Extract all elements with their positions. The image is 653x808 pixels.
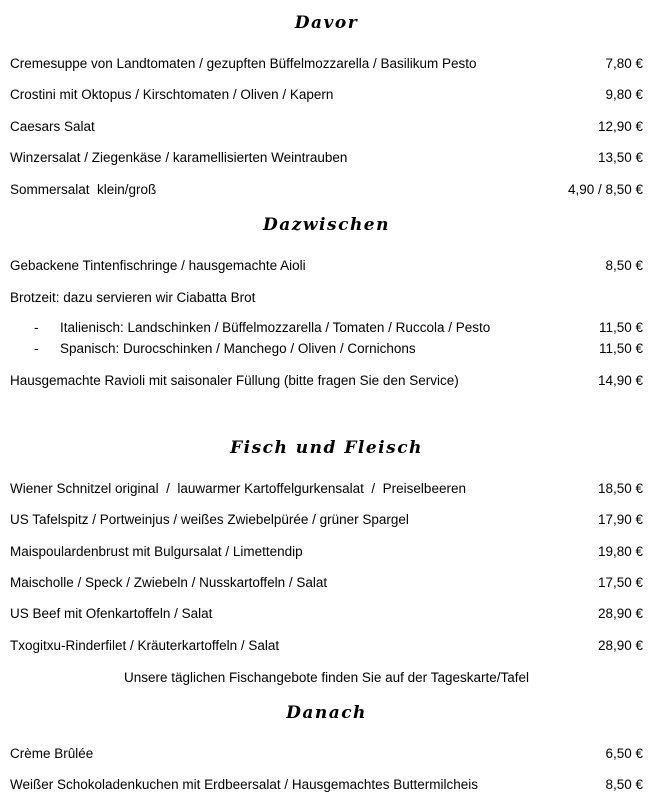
menu-item xyxy=(10,371,643,391)
item-name: Cremesuppe von Landtomaten / gezupften Büffelmozzarella / Basilikum Pesto xyxy=(10,56,477,71)
item-name: Italienisch: Landschinken / Büffelmozzarella / Tomaten / Ruccola / Pesto xyxy=(60,320,491,335)
item-price: 14,90 € xyxy=(597,373,643,388)
item-name: Txogitxu-Rinderfilet / Kräuterkartoffeln / Salat xyxy=(10,638,280,653)
menu-item xyxy=(10,636,643,656)
item-price: 6,50 € xyxy=(605,746,643,761)
item-price: 17,50 € xyxy=(597,575,643,590)
fish-offers-note: Unsere täglichen Fischangebote finden Sie auf der Tageskarte/Tafel xyxy=(123,670,529,685)
bullet-dash: - xyxy=(34,341,39,356)
item-name: US Tafelspitz / Portweinjus / weißes Zwiebelpürée / grüner Spargel xyxy=(10,512,409,527)
section-heading-danach: Danach xyxy=(286,703,367,723)
menu-item xyxy=(10,479,643,499)
item-name: US Beef mit Ofenkartoffeln / Salat xyxy=(10,606,213,621)
item-name: Crostini mit Oktopus / Kirschtomaten / Oliven / Kapern xyxy=(10,87,334,102)
section-heading-fisch-fleisch: Fisch und Fleisch xyxy=(230,438,423,458)
item-price: 8,50 € xyxy=(605,258,643,273)
menu-item xyxy=(10,180,643,200)
item-name: Gebackene Tintenfischringe / hausgemachte Aioli xyxy=(10,258,306,273)
item-name: Sommersalat klein/groß xyxy=(10,182,157,197)
menu-item xyxy=(10,256,643,276)
item-name: Crème Brûlée xyxy=(10,746,94,761)
menu-item xyxy=(10,54,643,74)
item-name: Brotzeit: dazu servieren wir Ciabatta Brot xyxy=(10,290,256,305)
menu-item xyxy=(10,542,643,562)
item-price: 4,90 / 8,50 € xyxy=(567,182,643,197)
item-price: 9,80 € xyxy=(605,87,643,102)
menu-item xyxy=(10,510,643,530)
item-price: 11,50 € xyxy=(598,341,643,356)
menu-sub-item xyxy=(10,318,643,338)
menu-item xyxy=(10,604,643,624)
item-name: Maischolle / Speck / Zwiebeln / Nusskartoffeln / Salat xyxy=(10,575,328,590)
item-price: 28,90 € xyxy=(597,606,643,621)
brotzeit-label xyxy=(10,288,643,308)
item-price: 19,80 € xyxy=(597,544,643,559)
section-heading-dazwischen: Dazwischen xyxy=(263,215,390,235)
menu-item xyxy=(10,775,643,795)
item-price: 17,90 € xyxy=(597,512,643,527)
section-heading-davor: Davor xyxy=(294,13,359,33)
item-name: Wiener Schnitzel original / lauwarmer Kartoffelgurkensalat / Preiselbeeren xyxy=(10,481,466,496)
item-name: Winzersalat / Ziegenkäse / karamellisierten Weintrauben xyxy=(10,150,348,165)
menu-item xyxy=(10,744,643,764)
item-name: Weißer Schokoladenkuchen mit Erdbeersalat / Hausgemachtes Buttermilcheis xyxy=(10,777,478,792)
item-name: Spanisch: Durocschinken / Manchego / Oliven / Cornichons xyxy=(60,341,416,356)
menu-item xyxy=(10,117,643,137)
item-price: 13,50 € xyxy=(597,150,643,165)
menu-item xyxy=(10,573,643,593)
item-price: 18,50 € xyxy=(597,481,643,496)
item-price: 12,90 € xyxy=(597,119,643,134)
menu-item xyxy=(10,148,643,168)
item-name: Maispoulardenbrust mit Bulgursalat / Limettendip xyxy=(10,544,303,559)
bullet-dash: - xyxy=(34,320,39,335)
item-price: 8,50 € xyxy=(605,777,643,792)
item-name: Caesars Salat xyxy=(10,119,95,134)
item-name: Hausgemachte Ravioli mit saisonaler Füllung (bitte fragen Sie den Service) xyxy=(10,373,459,388)
item-price: 7,80 € xyxy=(605,56,643,71)
item-price: 28,90 € xyxy=(597,638,643,653)
menu-sub-item xyxy=(10,339,643,359)
item-price: 11,50 € xyxy=(598,320,643,335)
menu-item xyxy=(10,85,643,105)
